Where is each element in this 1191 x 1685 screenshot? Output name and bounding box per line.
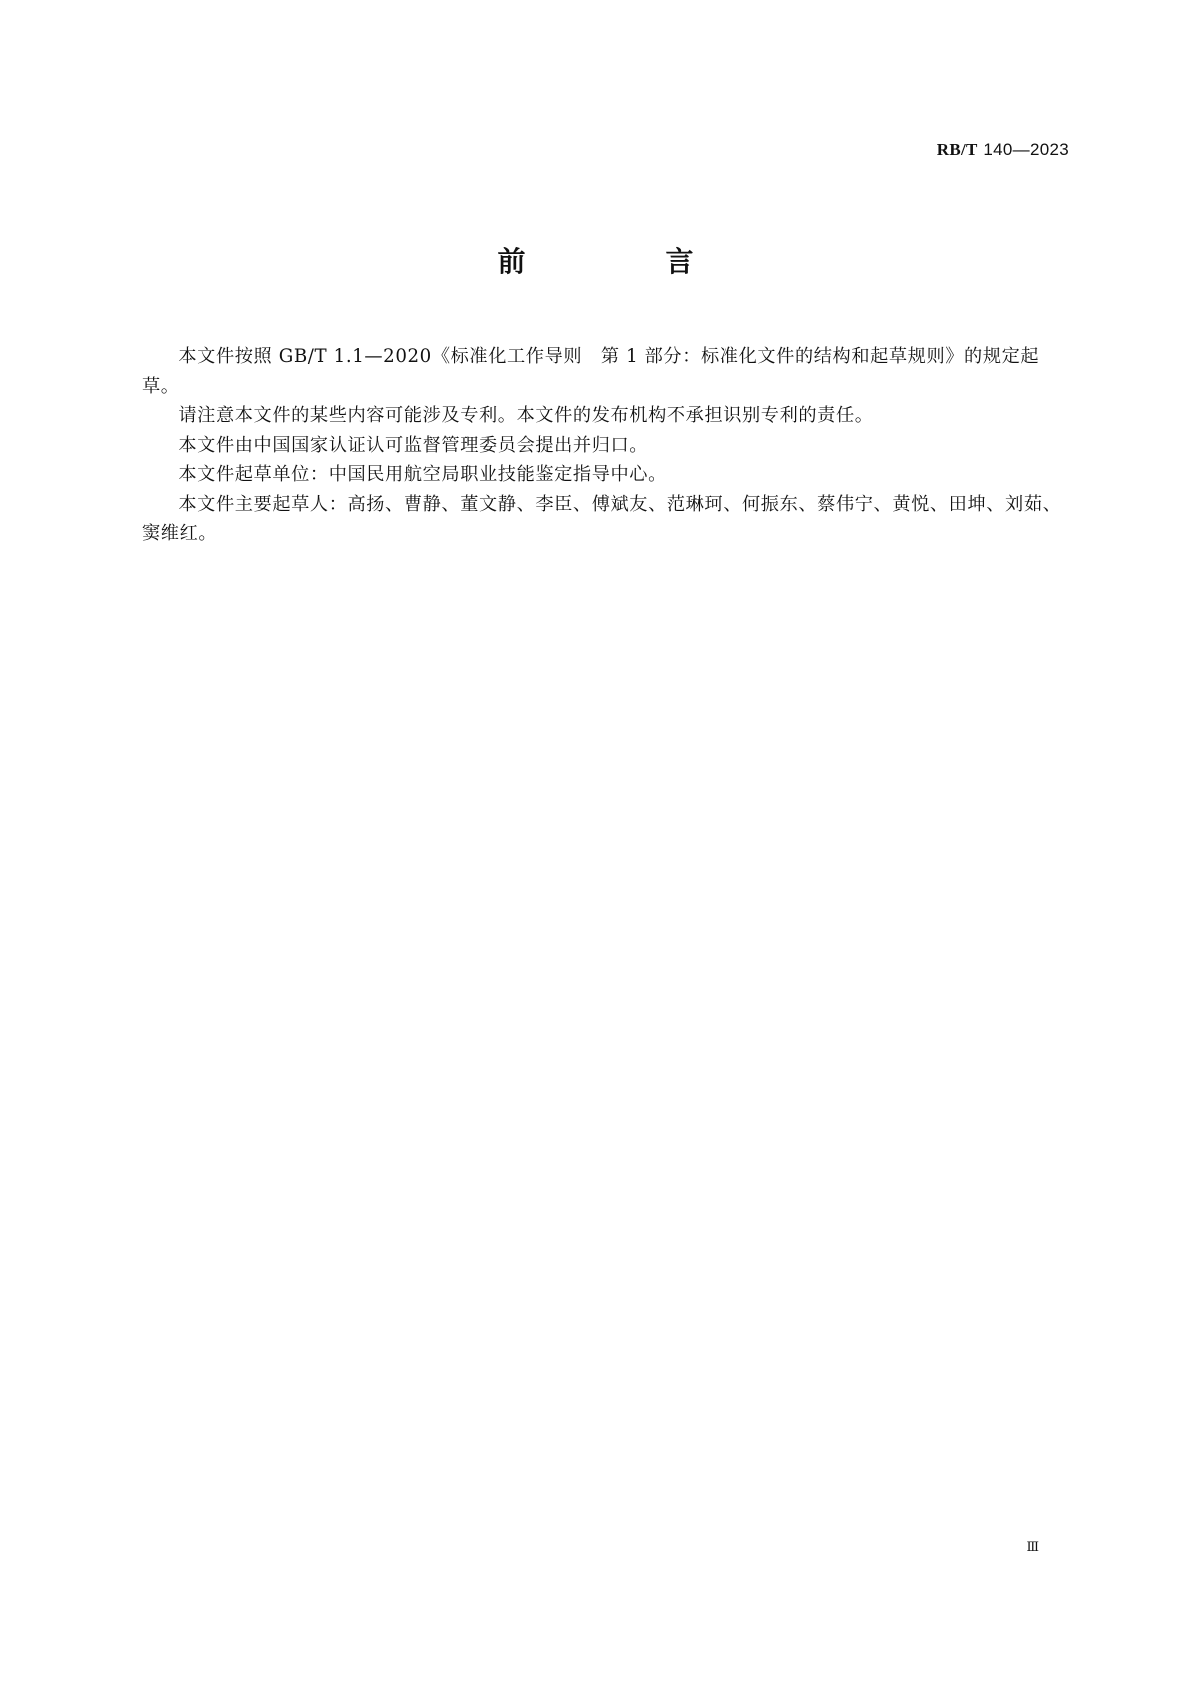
paragraph-drafters: 本文件主要起草人：高扬、曹静、董文静、李臣、傅斌友、范琳珂、何振东、蔡伟宁、黄悦、田坤、刘茹、窦维红。 <box>142 493 1062 544</box>
standard-code <box>937 140 1069 160</box>
paragraph-drafting-rules: 本文件按照 GB/T 1.1—2020《标准化工作导则 第 1 部分：标准化文件的结构和起草规则》的规定起草。 <box>142 346 1040 397</box>
standard-code-number: 140—2023 <box>983 140 1069 159</box>
page-number: Ⅲ <box>1026 1540 1039 1555</box>
standard-code-prefix: RB/T <box>936 140 978 159</box>
foreword-body <box>142 342 1062 549</box>
paragraph-proposer: 本文件由中国国家认证认可监督管理委员会提出并归口。 <box>178 434 649 456</box>
page-title: 前 言 <box>497 245 750 278</box>
paragraph-drafting-unit: 本文件起草单位：中国民用航空局职业技能鉴定指导中心。 <box>178 464 667 485</box>
paragraph-patent-notice: 请注意本文件的某些内容可能涉及专利。本文件的发布机构不承担识别专利的责任。 <box>178 405 874 426</box>
